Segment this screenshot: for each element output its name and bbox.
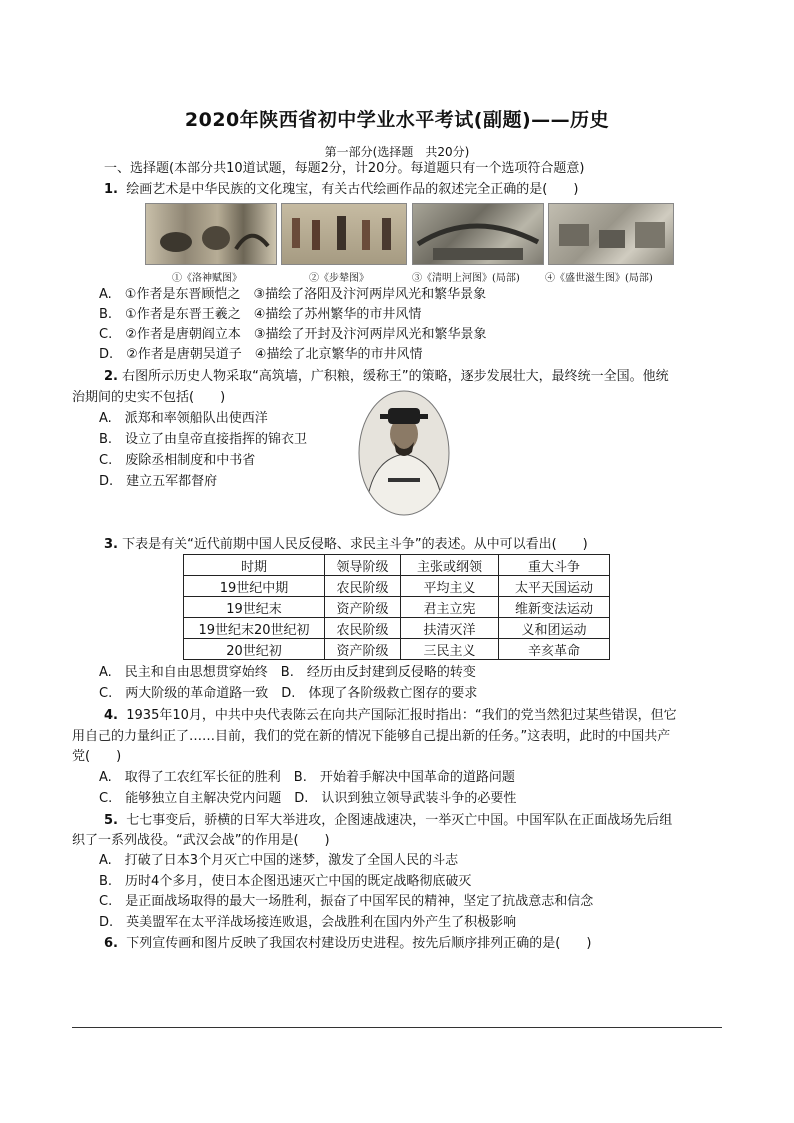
question-6-stem <box>104 935 591 953</box>
option-a-b: A. 取得了工农红军长征的胜利 B. 开始着手解决中国革命的道路问题 <box>99 770 515 785</box>
painting-bunian <box>281 203 407 265</box>
question-4-stem-end: 党( ) <box>72 749 122 764</box>
option-c-d: C. 两大阶级的革命道路一致 D. 体现了各阶级救亡图存的要求 <box>99 686 478 701</box>
table-cell: 维新变法运动 <box>499 597 610 618</box>
painting-shengshi <box>548 203 674 265</box>
portrait-emperor <box>358 390 450 516</box>
option-c-d: C. 能够独立自主解决党内问题 D. 认识到独立领导武装斗争的必要性 <box>99 791 517 806</box>
option-c: C. 废除丞相制度和中书省 <box>99 453 256 468</box>
question-text: 右图所示历史人物采取“高筑墙，广积粮，缓称王”的策略，逐步发展壮大，最终统一全国。他统 <box>122 369 669 384</box>
table-cell: 19世纪末20世纪初 <box>184 618 325 639</box>
question-number: 6. <box>104 936 118 951</box>
painting-luoshen <box>145 203 277 265</box>
table-header: 领导阶级 <box>325 555 401 576</box>
caption-3: ③《清明上河图》(局部) <box>412 273 520 284</box>
question-number: 3. <box>104 537 118 552</box>
table-row <box>184 576 610 597</box>
table-cell: 19世纪中期 <box>184 576 325 597</box>
table-row <box>184 597 610 618</box>
option-a: A. 派郑和率领船队出使西洋 <box>99 411 268 426</box>
option-a: A. 打破了日本3个月灭亡中国的迷梦，激发了全国人民的斗志 <box>99 853 459 868</box>
option-a: A. ①作者是东晋顾恺之 ③描绘了洛阳及汴河两岸风光和繁华景象 <box>99 287 487 302</box>
question-number: 1. <box>104 182 118 197</box>
option-d: D. 建立五军都督府 <box>99 474 218 489</box>
table-header: 时期 <box>184 555 325 576</box>
caption-4: ④《盛世滋生图》(局部) <box>545 273 653 284</box>
table-header: 重大斗争 <box>499 555 610 576</box>
option-b: B. 设立了由皇帝直接指挥的锦衣卫 <box>99 432 308 447</box>
painting-bunian-illustration <box>282 204 406 264</box>
table-cell: 三民主义 <box>401 639 499 660</box>
question-3-stem <box>104 536 588 554</box>
question-2-stem <box>104 368 669 386</box>
question-4-stem <box>104 707 677 725</box>
option-b: B. ①作者是东晋王羲之 ④描绘了苏州繁华的市井风情 <box>99 307 422 322</box>
table-cell: 义和团运动 <box>499 618 610 639</box>
table-cell: 农民阶级 <box>325 576 401 597</box>
caption-1: ①《洛神赋图》 <box>172 273 242 284</box>
question-5-stem-cont: 织了一系列战役。“武汉会战”的作用是( ) <box>72 833 330 848</box>
option-d: D. ②作者是唐朝吴道子 ④描绘了北京繁华的市井风情 <box>99 347 423 362</box>
table-cell: 19世纪末 <box>184 597 325 618</box>
table-cell: 资产阶级 <box>325 639 401 660</box>
table-cell: 辛亥革命 <box>499 639 610 660</box>
section-heading: 第一部分(选择题 共20分) <box>324 145 470 159</box>
option-c: C. ②作者是唐朝阎立本 ③描绘了开封及汴河两岸风光和繁华景象 <box>99 327 487 342</box>
table-row <box>184 618 610 639</box>
footer-divider <box>72 1027 722 1028</box>
option-d: D. 英美盟军在太平洋战场接连败退，会战胜利在国内外产生了积极影响 <box>99 915 517 930</box>
history-table <box>183 554 610 660</box>
table-cell: 君主立宪 <box>401 597 499 618</box>
instructions: 一、选择题(本部分共10道试题，每题2分，计20分。每道题只有一个选项符合题意) <box>104 161 585 176</box>
question-number: 5. <box>104 813 118 828</box>
table-header: 主张或纲领 <box>401 555 499 576</box>
option-b: B. 历时4个多月，使日本企图迅速灭亡中国的既定战略彻底破灭 <box>99 874 472 889</box>
table-cell: 资产阶级 <box>325 597 401 618</box>
question-4-stem-cont: 用自己的力量纠正了……目前，我们的党在新的情况下能够自己提出新的任务。”这表明，此时的中国共产 <box>72 729 671 744</box>
table-row <box>184 639 610 660</box>
painting-luoshen-illustration <box>146 204 276 264</box>
option-c: C. 是正面战场取得的最大一场胜利，振奋了中国军民的精神，坚定了抗战意志和信念 <box>99 894 594 909</box>
question-text: 下表是有关“近代前期中国人民反侵略、求民主斗争”的表述。从中可以看出( ) <box>122 537 588 552</box>
table-cell: 农民阶级 <box>325 618 401 639</box>
question-text: 下列宣传画和图片反映了我国农村建设历史进程。按先后顺序排列正确的是( ) <box>126 936 592 951</box>
table-cell: 太平天国运动 <box>499 576 610 597</box>
question-5-stem <box>104 812 672 830</box>
option-a-b: A. 民主和自由思想贯穿始终 B. 经历由反封建到反侵略的转变 <box>99 665 476 680</box>
painting-qingming <box>412 203 544 265</box>
question-1-stem <box>104 181 578 199</box>
table-cell: 平均主义 <box>401 576 499 597</box>
table-header-row <box>184 555 610 576</box>
page-title: 2020年陕西省初中学业水平考试(副题)——历史 <box>184 109 610 131</box>
caption-2: ②《步辇图》 <box>309 273 369 284</box>
question-text: 七七事变后，骄横的日军大举进攻，企图速战速决，一举灭亡中国。中国军队在正面战场先后组 <box>126 813 673 828</box>
question-number: 4. <box>104 708 118 723</box>
painting-shengshi-illustration <box>549 204 673 264</box>
painting-qingming-illustration <box>413 204 543 264</box>
question-text: 1935年10月，中共中央代表陈云在向共产国际汇报时指出：“我们的党当然犯过某些错误，但它 <box>126 708 677 723</box>
question-2-stem-cont: 治期间的史实不包括( ) <box>72 390 226 405</box>
table-cell: 20世纪初 <box>184 639 325 660</box>
question-text: 绘画艺术是中华民族的文化瑰宝，有关古代绘画作品的叙述完全正确的是( ) <box>126 182 579 197</box>
table-cell: 扶清灭洋 <box>401 618 499 639</box>
question-number: 2. <box>104 369 118 384</box>
